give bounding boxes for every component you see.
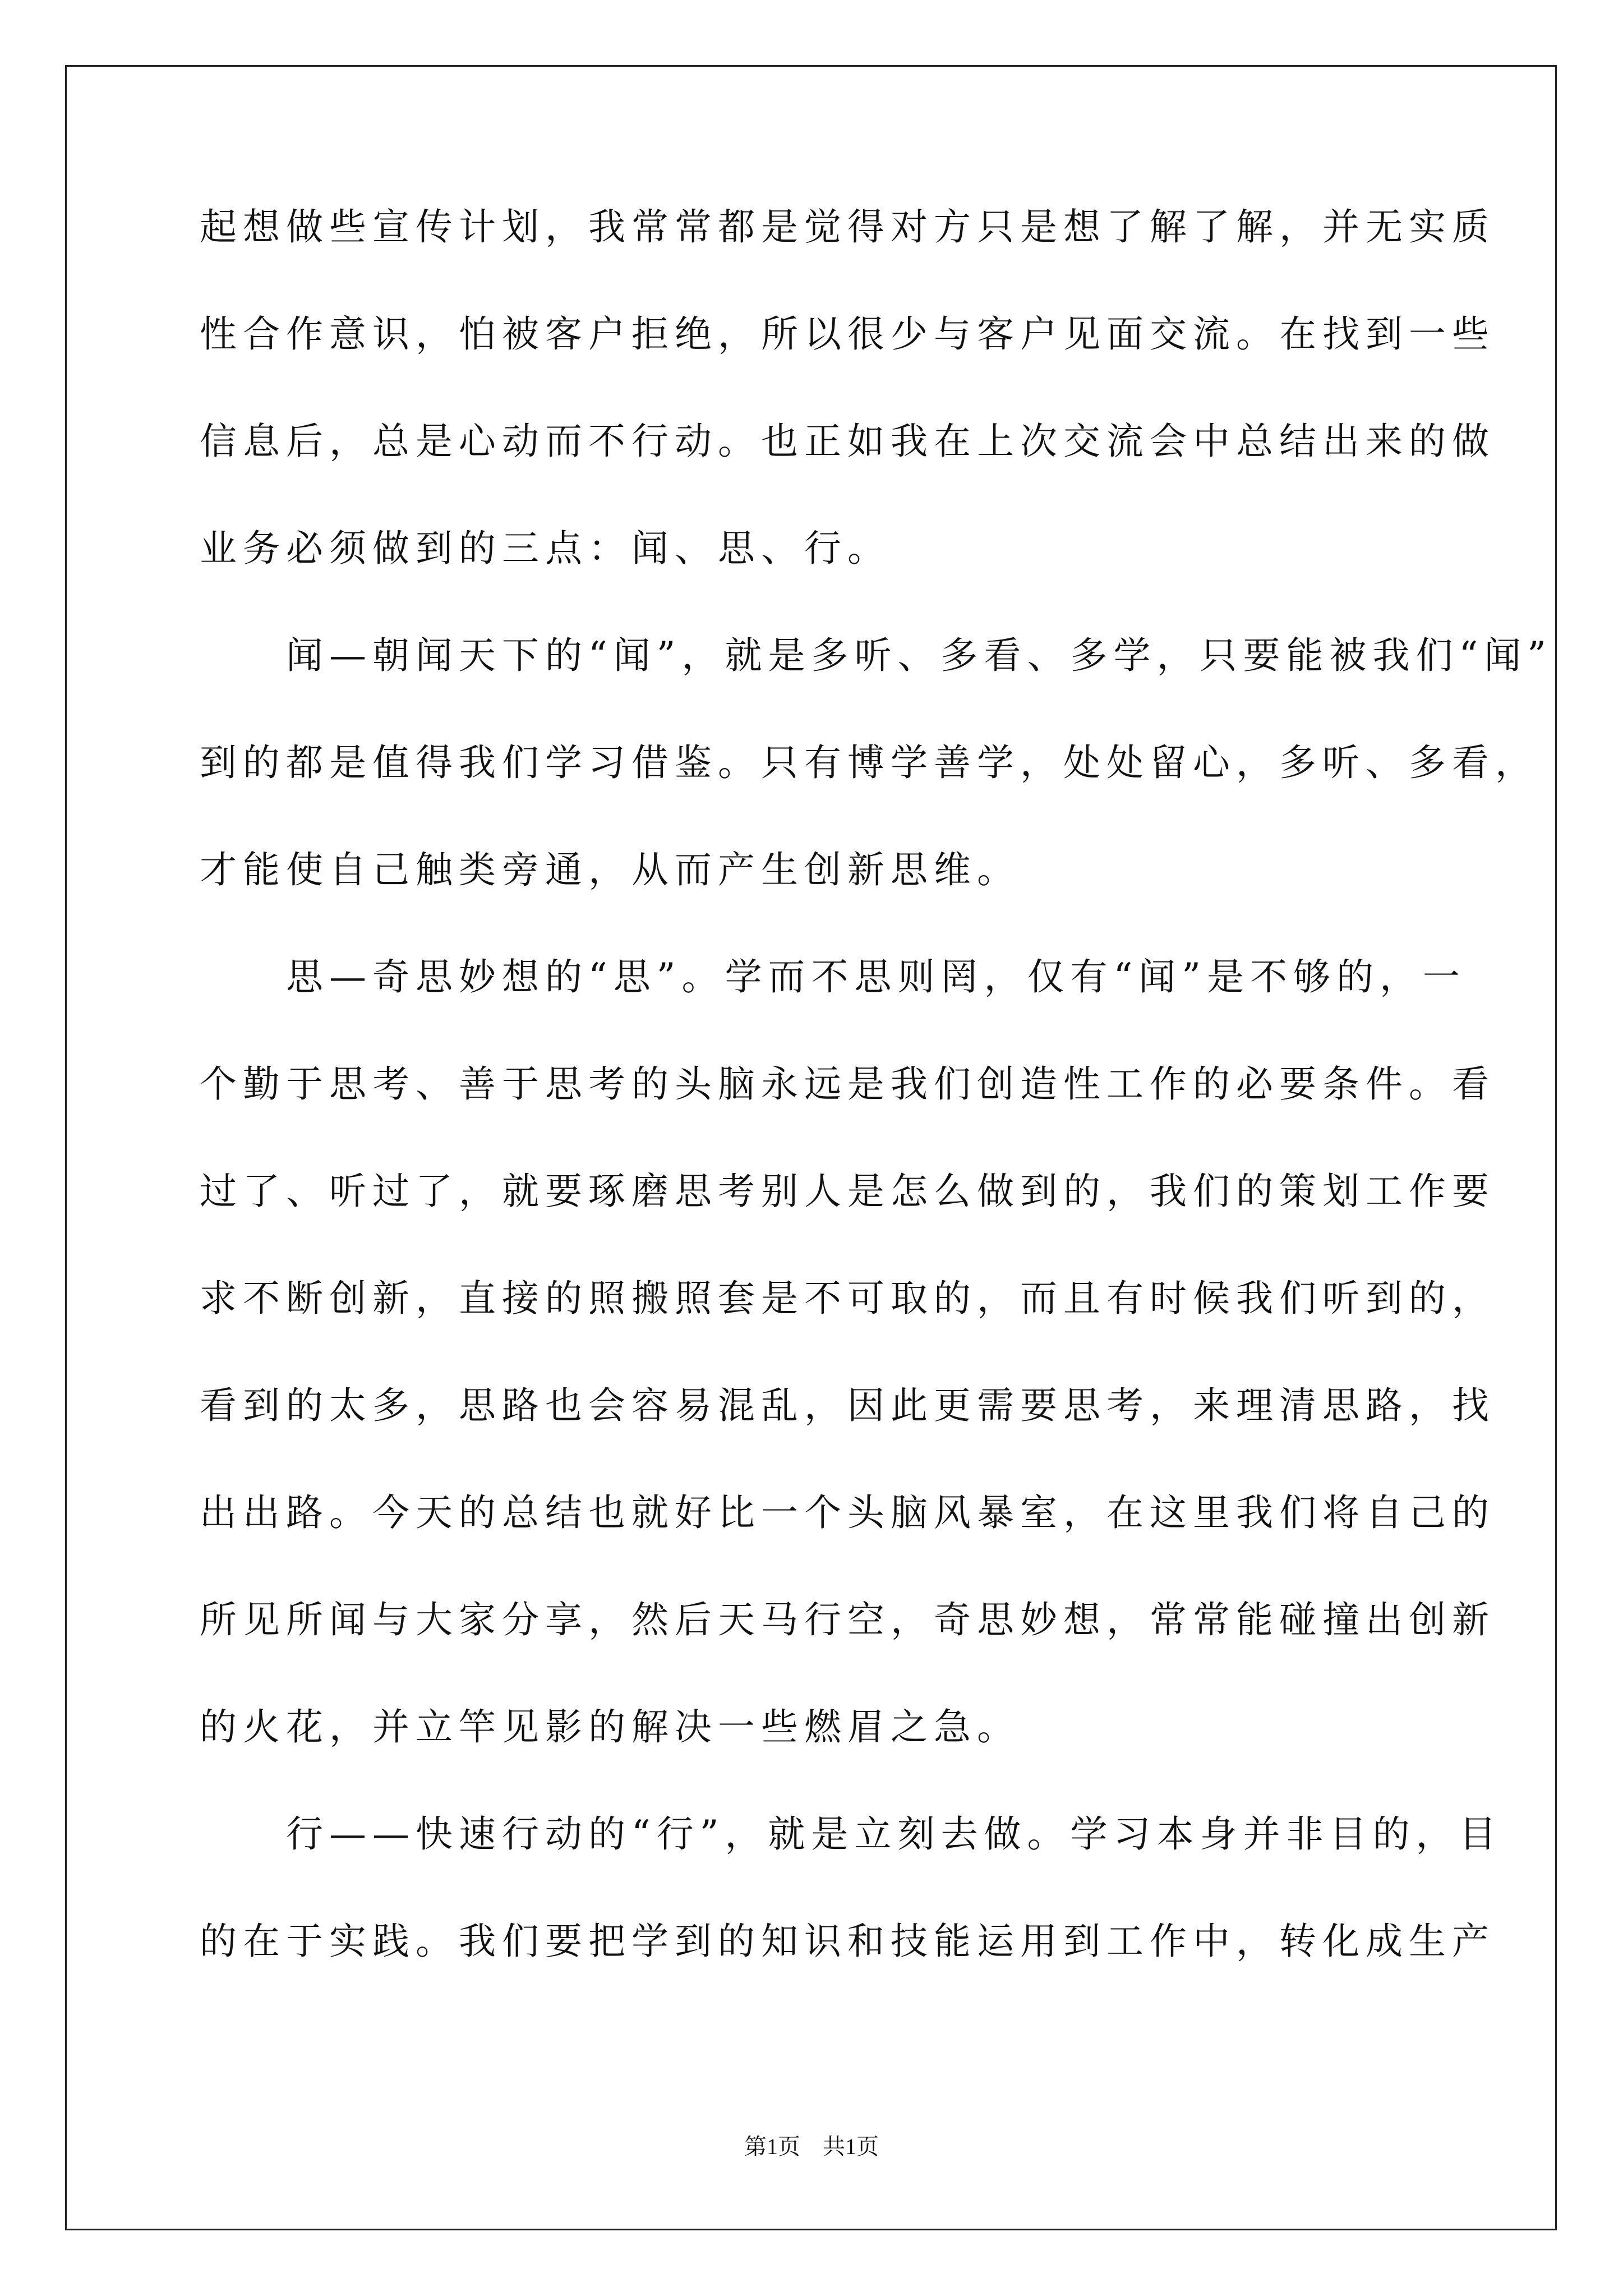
text-line: 看到的太多，思路也会容易混乱，因此更需要思考，来理清思路，找 <box>200 1384 1495 1427</box>
text-line: 出出路。今天的总结也就好比一个头脑风暴室，在这里我们将自己的 <box>200 1491 1495 1534</box>
text-line: 行——快速行动的“行”，就是立刻去做。学习本身并非目的，目 <box>200 1812 1502 1856</box>
document-body <box>200 203 1552 2024</box>
page-number-footer: 第1页 共1页 <box>744 2134 879 2159</box>
text-line: 起想做些宣传计划，我常常都是觉得对方只是想了解了解，并无实质 <box>200 205 1495 249</box>
text-line: 业务必须做到的三点：闻、思、行。 <box>200 527 891 570</box>
text-line: 才能使自己触类旁通，从而产生创新思维。 <box>200 848 1020 891</box>
text-line: 思—奇思妙想的“思”。学而不思则罔，仅有“闻”是不够的，一 <box>200 955 1466 999</box>
text-line: 所见所闻与大家分享，然后天马行空，奇思妙想，常常能碰撞出创新 <box>200 1598 1495 1641</box>
text-line: 闻—朝闻天下的“闻”，就是多听、多看、多学，只要能被我们“闻” <box>200 634 1552 677</box>
text-line: 性合作意识，怕被客户拒绝，所以很少与客户见面交流。在找到一些 <box>200 312 1495 356</box>
text-line: 个勤于思考、善于思考的头脑永远是我们创造性工作的必要条件。看 <box>200 1062 1495 1106</box>
text-line: 到的都是值得我们学习借鉴。只有博学善学，处处留心，多听、多看， <box>200 741 1538 784</box>
text-line: 的火花，并立竿见影的解决一些燃眉之急。 <box>200 1705 1020 1749</box>
text-line: 的在于实践。我们要把学到的知识和技能运用到工作中，转化成生产 <box>200 1920 1495 1963</box>
text-line: 求不断创新，直接的照搬照套是不可取的，而且有时候我们听到的， <box>200 1277 1495 1320</box>
text-line: 过了、听过了，就要琢磨思考别人是怎么做到的，我们的策划工作要 <box>200 1170 1495 1213</box>
text-line: 信息后，总是心动而不行动。也正如我在上次交流会中总结出来的做 <box>200 420 1495 463</box>
